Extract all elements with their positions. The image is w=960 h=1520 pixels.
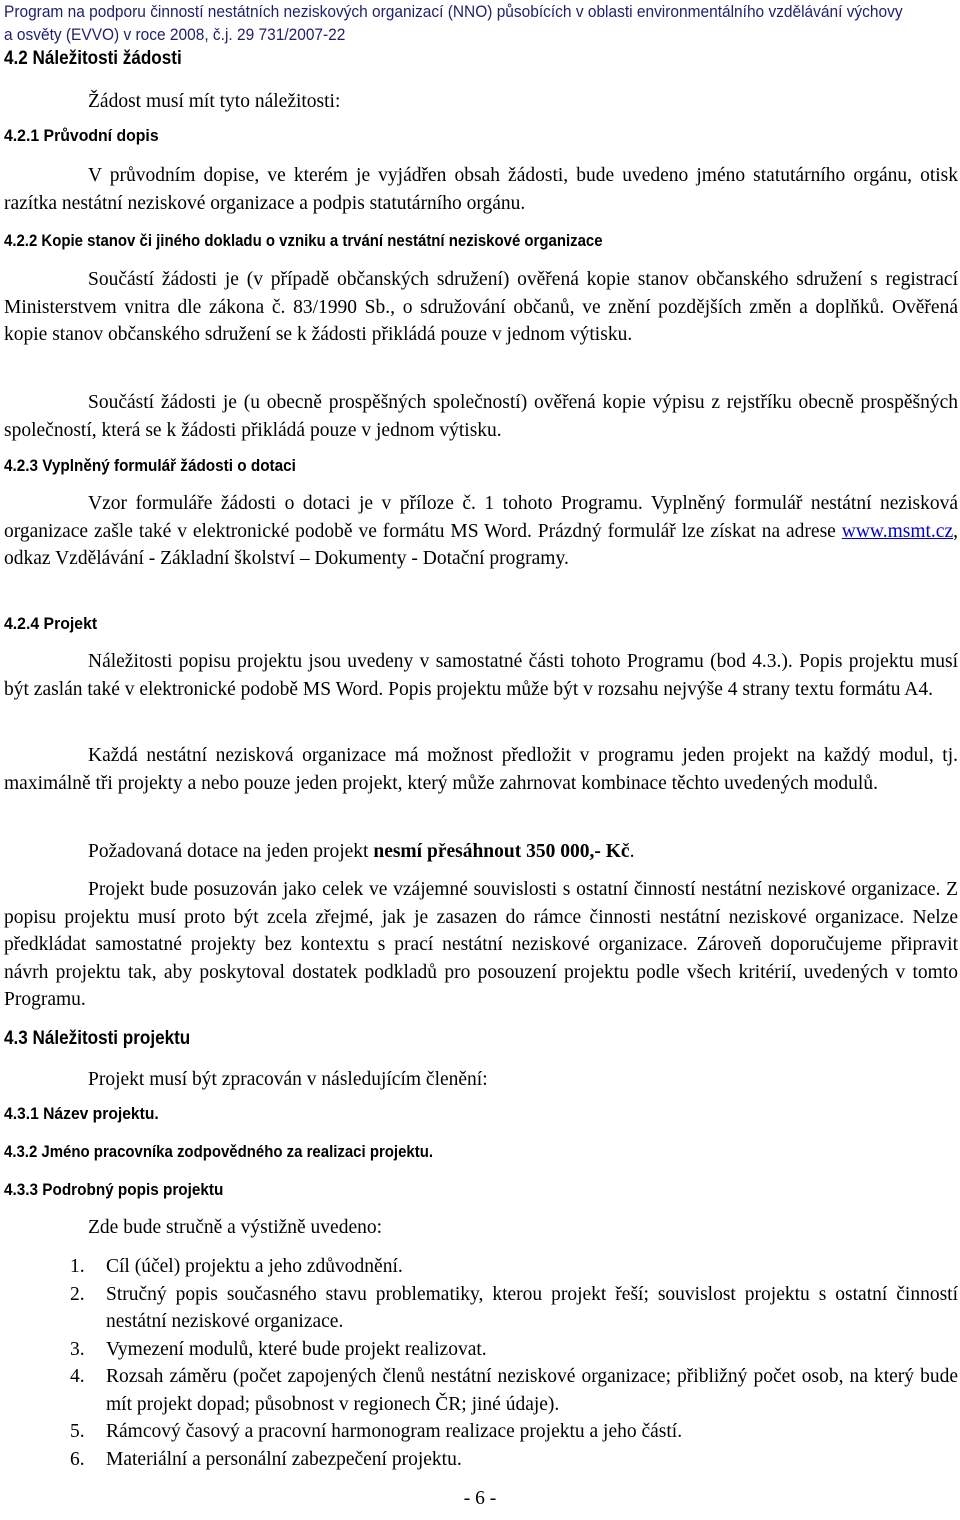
section-heading-4-2-1: 4.2.1 Průvodní dopis [4, 126, 159, 145]
paragraph [88, 838, 634, 866]
list-item-text: Rámcový časový a pracovní harmonogram realizace projektu a jeho částí. [106, 1421, 683, 1442]
paragraph-text: Vzor formuláře žádosti o dotaci je v příloze č. 1 tohoto Programu. Vyplněný formulář nestátní nezisková organizace zašle také v elektronické podobě ve formátu MS Word. Prázdný formulář lze získat na adrese [4, 493, 958, 542]
list-lead: Zde bude stručně a výstižně uvedeno: [88, 1217, 383, 1238]
paragraph-text: Požadovaná dotace na jeden projekt [88, 841, 374, 862]
list-number: 3. [70, 1338, 85, 1360]
section-heading-4-3: 4.3 Náležitosti projektu [4, 1028, 191, 1049]
paragraph-text: , odkaz Vzdělávání - Základní školství – Dokumenty - Dotační programy. [4, 520, 958, 569]
list-item-text: Cíl (účel) projektu a jeho zdůvodnění. [106, 1256, 403, 1277]
section-heading-4-3-2: 4.3.2 Jméno pracovníka zodpovědného za realizaci projektu. [4, 1142, 433, 1161]
paragraph: Součástí žádosti je (v případě občanských sdružení) ověřená kopie stanov občanského sdružení s registrací Ministerstvem vnitra dle zákona č. 83/1990 Sb., o sdružování občanů, ve znění pozdějších změn a doplňků. Ověřená kopie stanov občanského sdružení se k žádosti přikládá pouze v jednom výtisku. [4, 269, 958, 345]
list-number: 4. [70, 1366, 85, 1387]
page-number: - 6 - [463, 1488, 497, 1509]
section-heading-4-2-3: 4.2.3 Vyplněný formulář žádosti o dotaci [4, 456, 296, 475]
paragraph: Náležitosti popisu projektu jsou uvedeny v samostatné části tohoto Programu (bod 4.3.). Popis projektu musí být zaslán také v elektronické podobě MS Word. Popis projektu může být v rozsahu nejvýše 4 strany textu formátu A4. [4, 651, 958, 700]
list-item [0, 1446, 958, 1474]
section-heading-4-3-1: 4.3.1 Název projektu. [4, 1104, 159, 1123]
section-heading-4-2-2: 4.2.2 Kopie stanov či jiného dokladu o vzniku a trvání nestátní neziskové organizace [4, 231, 603, 250]
header-line-2: a osvěty (EVVO) v roce 2008, č.j. 29 731/2007-22 [4, 25, 346, 44]
section-heading-4-2-4: 4.2.4 Projekt [4, 614, 98, 633]
paragraph [4, 490, 958, 573]
paragraph: Projekt bude posuzován jako celek ve vzájemné souvislosti s ostatní činností nestátní neziskové organizace. Z popisu projektu musí proto být zcela zřejmé, jak je zasazen do rámce činnosti nestátní neziskové organizace. Nelze předkládat samostatné projekty bez kontextu s prací nestátní neziskové organizace. Zároveň doporučujeme připravit návrh projektu tak, aby poskytoval dostatek podkladů pro posouzení projektu podle všech kritérií, uvedených v tomto Programu. [4, 879, 958, 1010]
list-number: 5. [70, 1421, 85, 1442]
list-item [0, 1363, 958, 1418]
list-item [0, 1418, 958, 1446]
list-item-text: Vymezení modulů, které bude projekt realizovat. [106, 1338, 487, 1360]
list-item-text: Stručný popis současného stavu problematiky, kterou projekt řeší; souvislost projektu s ostatní činností nestátní neziskové organizace. [106, 1283, 958, 1332]
list-item-text: Rozsah záměru (počet zapojených členů nestátní neziskové organizace; přibližný počet osob, na který bude mít projekt dopad; působnost v regionech ČR; jiné údaje). [106, 1366, 958, 1415]
list-item [0, 1253, 958, 1281]
section-heading-4-2: 4.2 Náležitosti žádosti [4, 48, 182, 69]
intro-text: Žádost musí mít tyto náležitosti: [88, 91, 341, 112]
list-number: 6. [70, 1448, 85, 1470]
list-number: 1. [70, 1256, 85, 1277]
list-item [0, 1336, 958, 1364]
header-line-1: Program na podporu činností nestátních neziskových organizací (NNO) působících v oblasti environmentálního vzdělávání výchovy [4, 2, 903, 21]
max-amount: nesmí přesáhnout 350 000,- Kč [373, 841, 630, 862]
list-item [0, 1281, 958, 1336]
requirements-list [0, 1253, 958, 1473]
paragraph: V průvodním dopise, ve kterém je vyjádřen obsah žádosti, bude uvedeno jméno statutárního orgánu, otisk razítka nestátní neziskové organizace a podpis statutárního orgánu. [4, 165, 958, 214]
paragraph: Každá nestátní nezisková organizace má možnost předložit v programu jeden projekt na každý modul, tj. maximálně tři projekty a nebo pouze jeden projekt, který může zahrnovat kombinace těchto uvedených modulů. [4, 745, 958, 794]
intro-text: Projekt musí být zpracován v následujícím členění: [88, 1069, 488, 1090]
paragraph-text: . [629, 841, 635, 862]
list-item-text: Materiální a personální zabezpečení projektu. [106, 1448, 462, 1470]
paragraph: Součástí žádosti je (u obecně prospěšných společností) ověřená kopie výpisu z rejstříku obecně prospěšných společností, která se k žádosti přikládá pouze v jednom výtisku. [4, 392, 958, 441]
list-number: 2. [70, 1283, 85, 1305]
section-heading-4-3-3: 4.3.3 Podrobný popis projektu [4, 1180, 224, 1199]
msmt-link[interactable]: www.msmt.cz [841, 520, 954, 542]
